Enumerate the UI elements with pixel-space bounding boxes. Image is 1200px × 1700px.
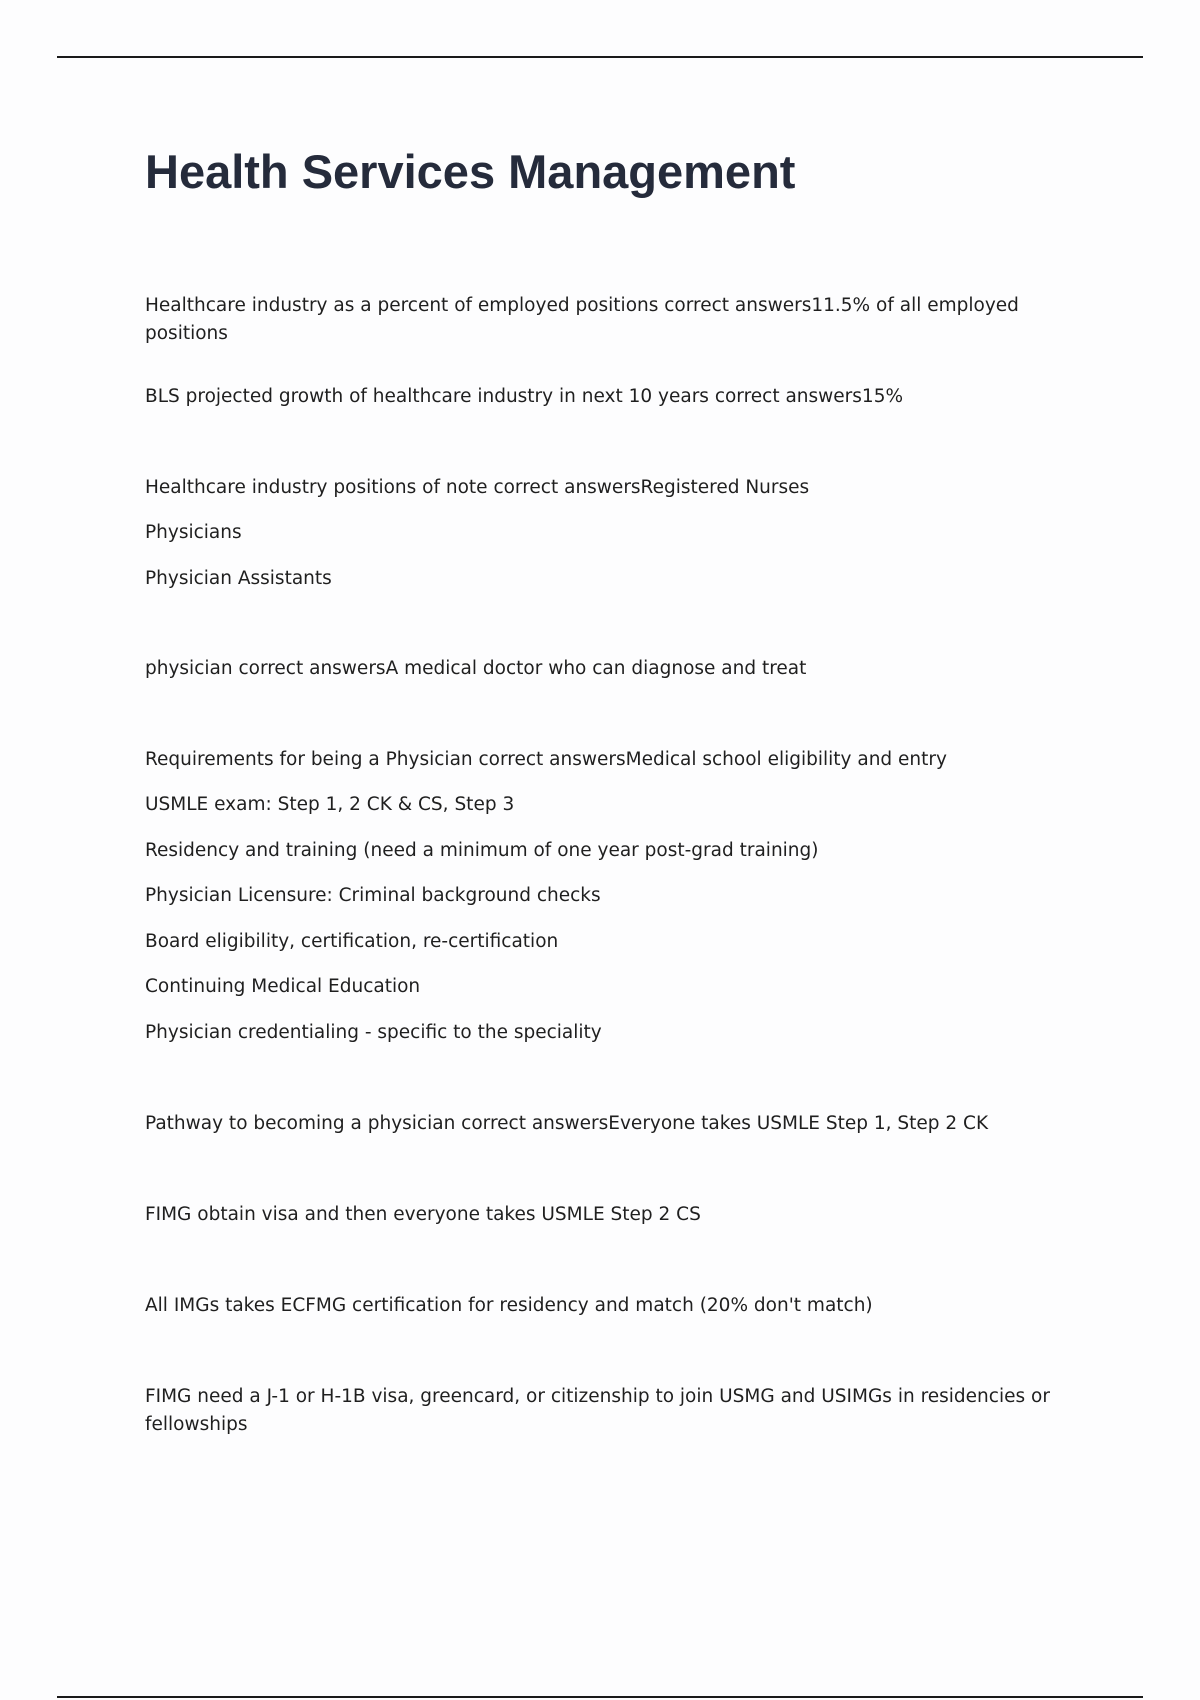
text-line: Physician Licensure: Criminal background checks (145, 885, 601, 906)
text-line: All IMGs takes ECFMG certification for residency and match (20% don't match) (145, 1295, 873, 1316)
text-line: Physicians (145, 522, 242, 543)
text-line: Board eligibility, certification, re-certification (145, 931, 559, 952)
text-line: FIMG obtain visa and then everyone takes USMLE Step 2 CS (145, 1204, 701, 1225)
bottom-divider (57, 1696, 1143, 1698)
text-line: Residency and training (need a minimum of one year post-grad training) (145, 840, 819, 861)
text-line: Healthcare industry positions of note correct answersRegistered Nurses (145, 477, 810, 498)
text-line: Continuing Medical Education (145, 976, 421, 997)
top-divider (57, 56, 1143, 58)
text-line: Healthcare industry as a percent of employed positions correct answers11.5% of all employed positions (145, 295, 1019, 344)
text-line: Physician credentialing - specific to the speciality (145, 1022, 602, 1043)
text-line: physician correct answersA medical doctor who can diagnose and treat (145, 658, 807, 679)
text-line: Physician Assistants (145, 568, 332, 589)
text-line: Pathway to becoming a physician correct answersEveryone takes USMLE Step 1, Step 2 CK (145, 1113, 989, 1134)
page-title: Health Services Management (145, 145, 796, 198)
text-line: Requirements for being a Physician correct answersMedical school eligibility and entry (145, 749, 947, 770)
text-line: USMLE exam: Step 1, 2 CK & CS, Step 3 (145, 794, 515, 815)
text-line: BLS projected growth of healthcare industry in next 10 years correct answers15% (145, 386, 904, 407)
text-line: FIMG need a J-1 or H-1B visa, greencard, or citizenship to join USMG and USIMGs in residencies or fellowships (145, 1386, 1050, 1435)
